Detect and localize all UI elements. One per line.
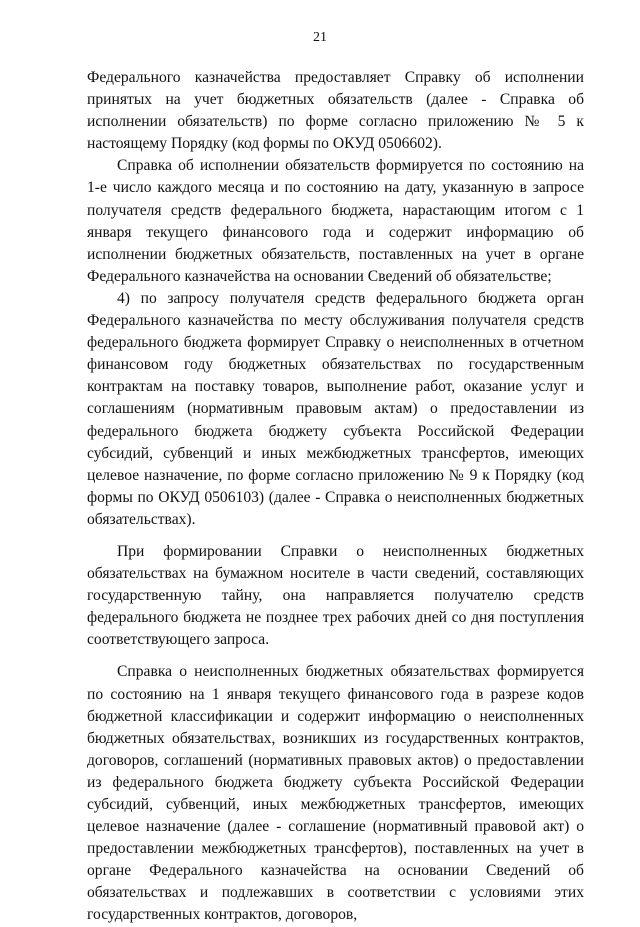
paragraph-4: При формировании Справки о неисполненных бюджетных обязательствах на бумажном носителе в части сведений, составляющих государственную тайну, она направляется получателю средств федерального бюджета не позднее трех рабочих дней со дня поступления соответствующего запроса. (87, 542, 584, 649)
document-body (87, 67, 584, 927)
paragraph-1: Федерального казначейства предоставляет Справку об исполнении принятых на учет бюджетных обязательств (далее - Справка об исполнении обязательств) по форме согласно приложению № 5 к настоящему Порядку (код формы по ОКУД 0506602). (87, 69, 584, 153)
page-number: 21 (313, 30, 327, 45)
paragraph-5: Справка о неисполненных бюджетных обязательствах формируется по состоянию на 1 января текущего финансового года в разрезе кодов бюджетной классификации и содержит информацию о неисполненных бюджетных обязательствах, возникших из государственных контрактов, договоров, соглашений (нормативных правовых актов) о предоставлении из федерального бюджета бюджету субъекта Российской Федерации субсидий, субвенций, иных межбюджетных трансфертов, имеющих целевое назначение (далее - соглашение (нормативный правовой акт) о предоставлении межбюджетных трансфертов), поставленных на учет в органе Федерального казначейства на основании Сведений об обязательствах и подлежавших в соответствии с условиями этих государственных контрактов, договоров, (87, 663, 584, 924)
paragraph-2: Справка об исполнении обязательств формируется по состоянию на 1-е число каждого месяца и по состоянию на дату, указанную в запросе получателя средств федерального бюджета, нарастающим итогом с 1 января текущего финансового года и содержит информацию об исполнении бюджетных обязательств, поставленных на учет в органе Федерального казначейства на основании Сведений об обязательстве; (87, 157, 584, 285)
paragraph-3: 4) по запросу получателя средств федерального бюджета орган Федерального казначейства по месту обслуживания получателя средств федерального бюджета формирует Справку о неисполненных в отчетном финансовом году бюджетных обязательствах по государственным контрактам на поставку товаров, выполнение работ, оказание услуг и соглашениям (нормативным правовым актам) о предоставлении из федерального бюджета бюджету субъекта Российской Федерации субсидий, субвенций и иных межбюджетных трансфертов, имеющих целевое назначение, по форме согласно приложению № 9 к Порядку (код формы по ОКУД 0506103) (далее - Справка о неисполненных бюджетных обязательствах). (87, 289, 584, 528)
